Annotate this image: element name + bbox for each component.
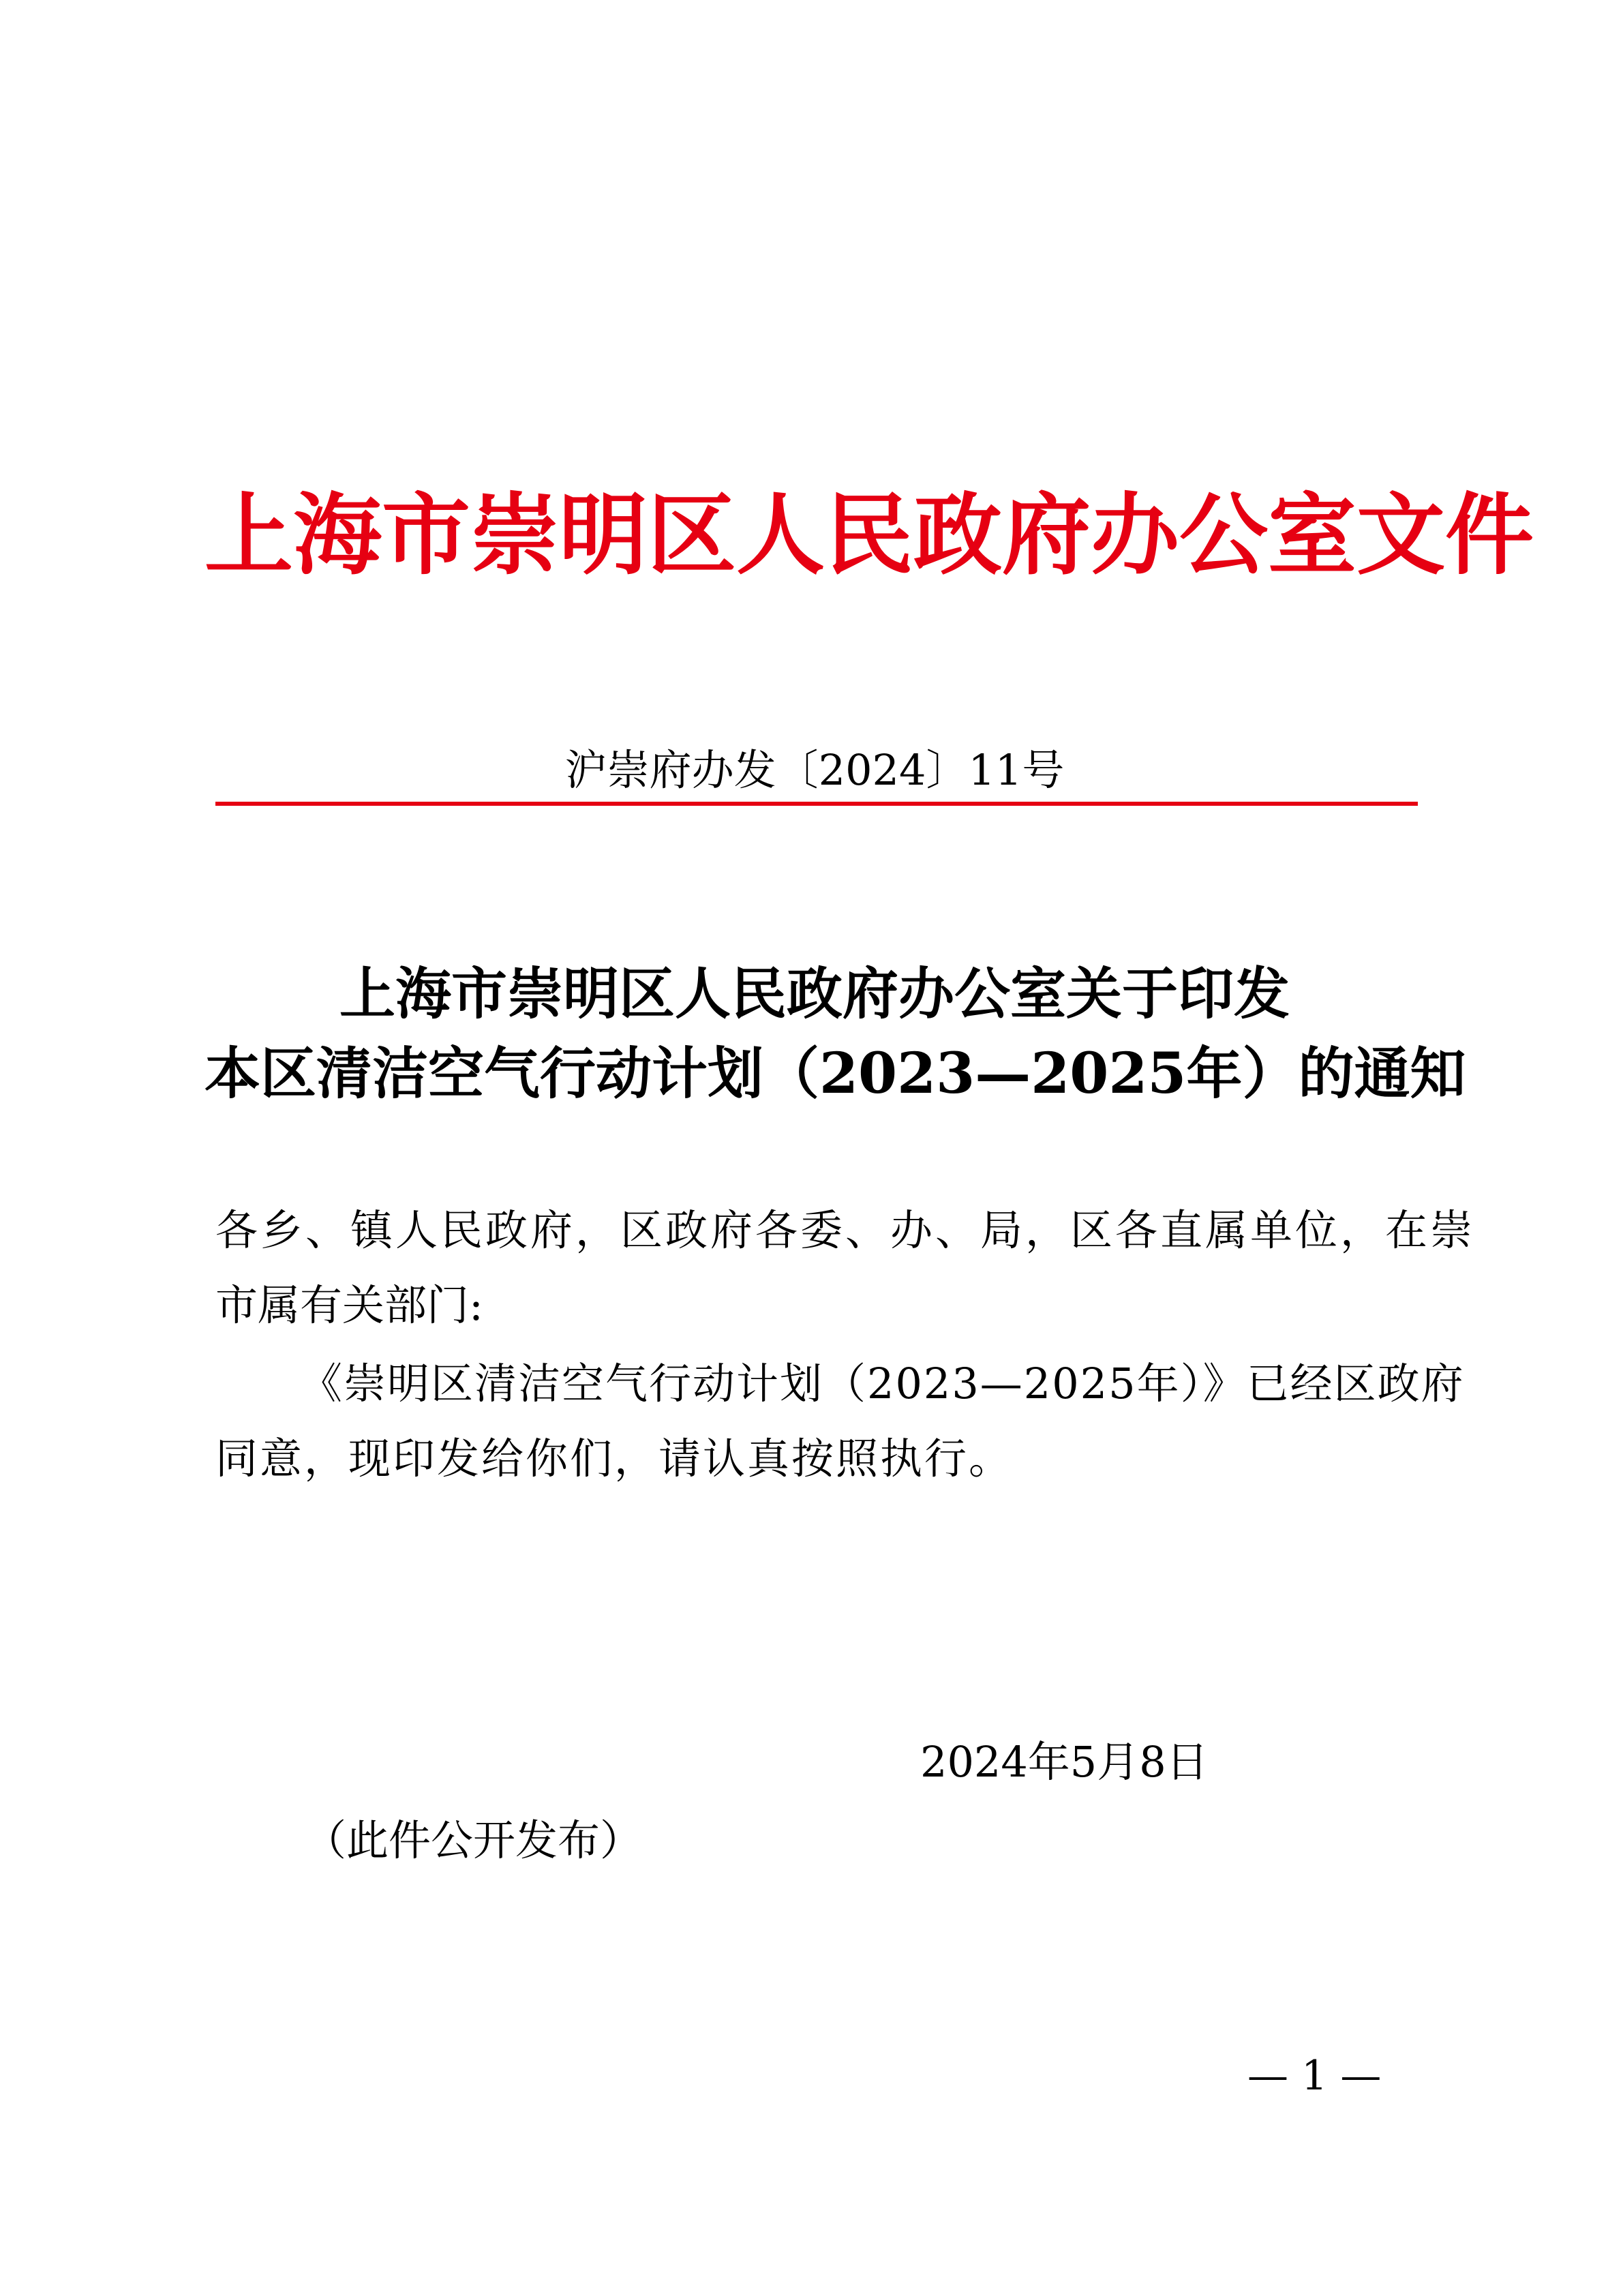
recipients-line-1: 各乡、镇人民政府，区政府各委、办、局，区各直属单位，在崇 [215,1205,1476,1255]
page-number: — 1 — [1247,2052,1382,2100]
body-paragraph-line-1: 《崇明区清洁空气行动计划（2023—2025年）》已经区政府 [300,1359,1465,1408]
issuing-office-masthead: 上海市崇明区人民政府办公室文件 [204,483,1534,587]
notice-title-line-1: 上海市崇明区人民政府办公室关于印发 [339,961,1290,1027]
document-number: 沪崇府办发〔2024〕11号 [564,745,1065,795]
recipients-line-2: 市属有关部门: [215,1280,483,1330]
red-separator-line [215,802,1418,806]
notice-title-line-2: 本区清洁空气行动计划（2023—2025年）的通知 [204,1041,1466,1106]
disclosure-note: （此件公开发布） [304,1815,643,1865]
body-paragraph-line-2: 同意，现印发给你们，请认真按照执行。 [215,1434,1014,1483]
issue-date: 2024年5月8日 [920,1737,1209,1787]
